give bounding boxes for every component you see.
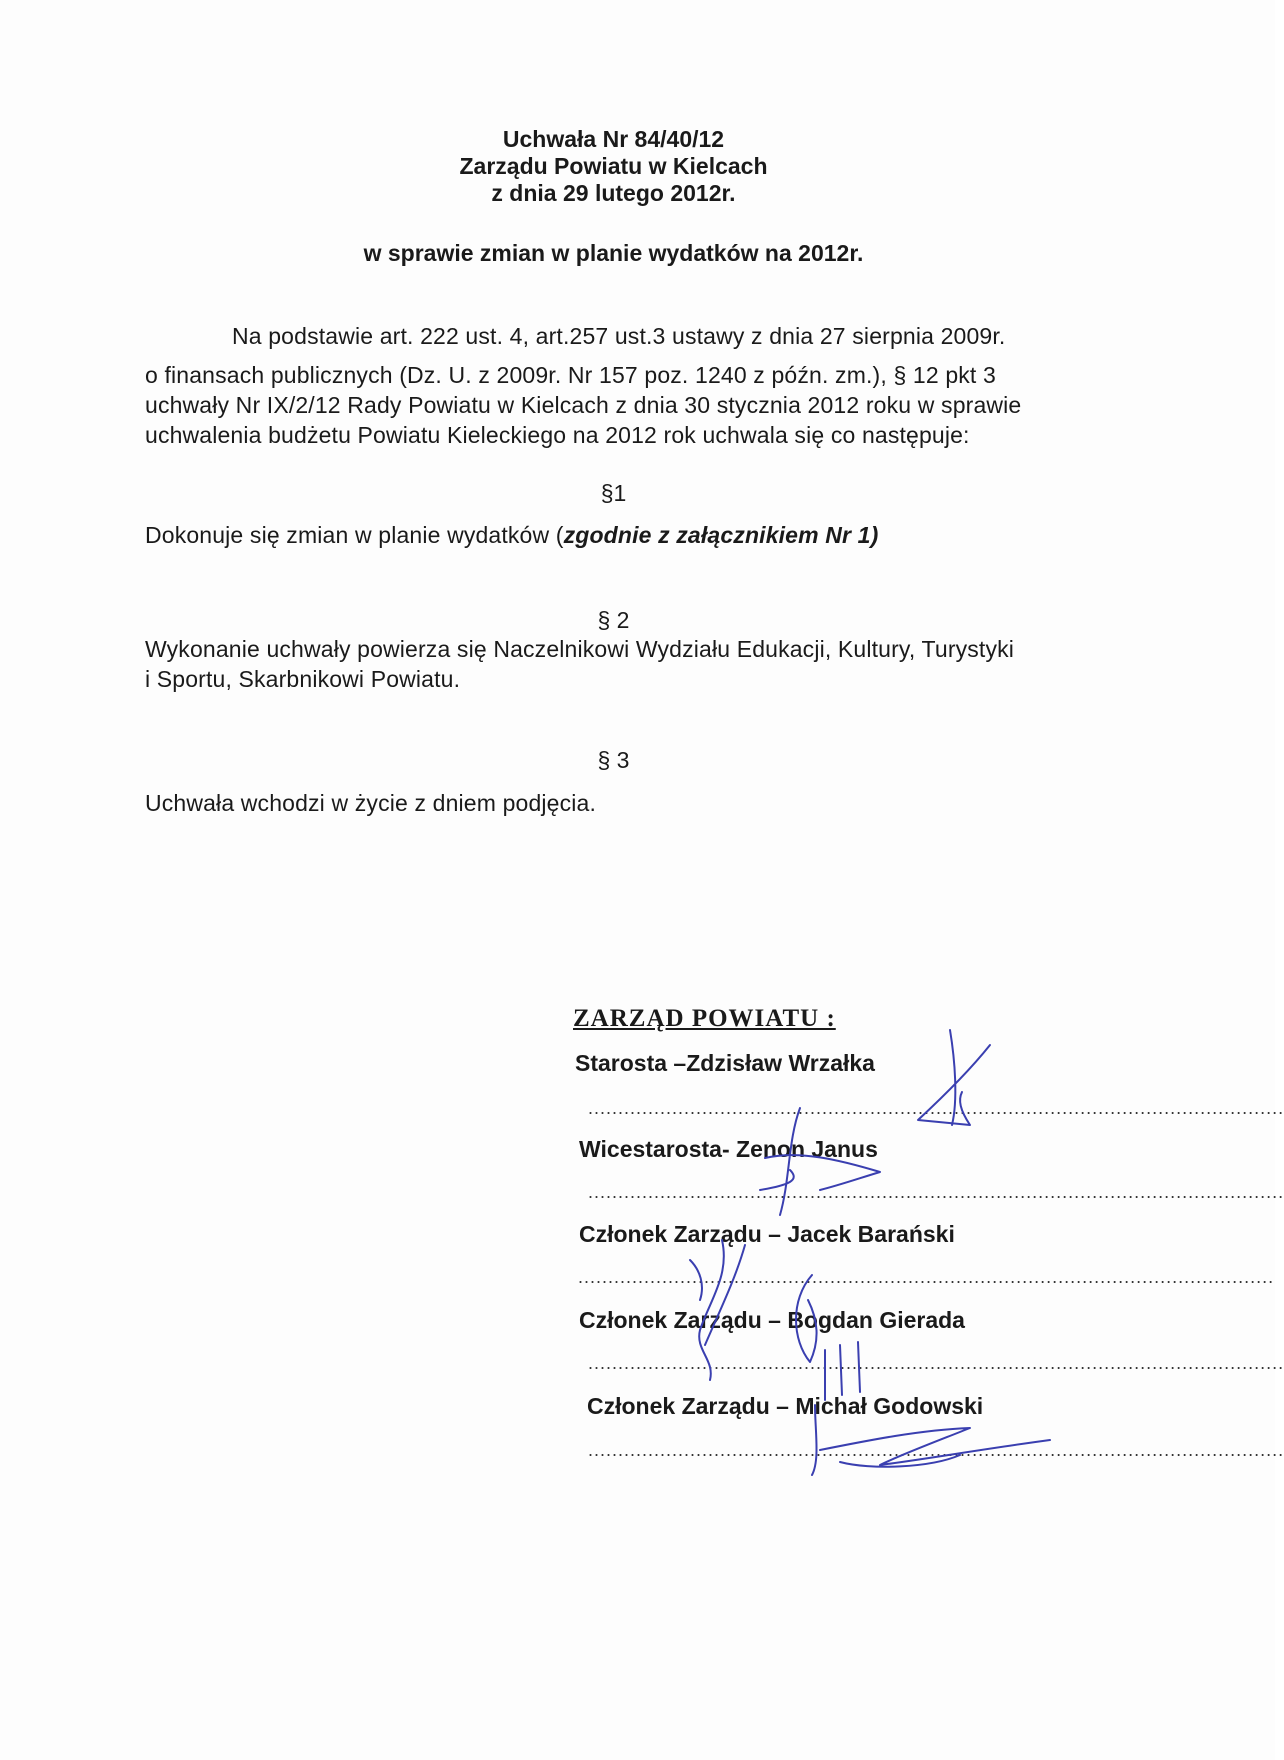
resolution-number: Uchwała Nr 84/40/12 [502,126,725,152]
signature-line-3: .................................................................................................................... [578,1267,1275,1287]
signature-line-1: .................................................................................................................... [588,1098,1284,1118]
section-1-text [145,522,878,549]
section-2-line-1: Wykonanie uchwały powierza się Naczelnikowi Wydziału Edukacji, Kultury, Turystyki [145,636,1015,662]
resolution-date: z dnia 29 lutego 2012r. [491,180,736,206]
board-heading: ZARZĄD POWIATU : [573,1005,836,1032]
section-1-text-attachment: zgodnie z załącznikiem Nr 1) [563,522,879,548]
section-2-mark: § 2 [597,607,630,633]
section-1-mark: §1 [600,480,627,506]
member-wicestarosta: Wicestarosta- Zenon Janus [579,1136,878,1162]
member-starosta: Starosta –Zdzisław Wrzałka [575,1050,875,1076]
resolution-subject: w sprawie zmian w planie wydatków na 2012r. [363,240,864,266]
signature-line-4: .................................................................................................................... [588,1353,1284,1373]
preamble-line-2: o finansach publicznych (Dz. U. z 2009r. Nr 157 poz. 1240 z późn. zm.), § 12 pkt 3 [145,362,996,388]
section-3-mark: § 3 [597,747,630,773]
signature-line-5: .................................................................................................................... [588,1440,1284,1460]
member-gierada: Członek Zarządu – Bogdan Gierada [579,1307,965,1333]
issuing-body: Zarządu Powiatu w Kielcach [459,153,768,179]
section-3-line-1: Uchwała wchodzi w życie z dniem podjęcia. [145,790,597,816]
section-1-text-plain: Dokonuje się zmian w planie wydatków ( [145,522,564,548]
member-baranski: Członek Zarządu – Jacek Barański [579,1221,955,1247]
member-godowski: Członek Zarządu – Michał Godowski [587,1393,984,1419]
section-2-line-2: i Sportu, Skarbnikowi Powiatu. [145,666,461,692]
preamble-line-3: uchwały Nr IX/2/12 Rady Powiatu w Kielcach z dnia 30 stycznia 2012 roku w sprawie [145,392,1022,418]
preamble-line-1: Na podstawie art. 222 ust. 4, art.257 ust.3 ustawy z dnia 27 sierpnia 2009r. [232,323,1006,349]
signature-gierada [796,1275,860,1400]
preamble-line-4: uchwalenia budżetu Powiatu Kieleckiego na 2012 rok uchwala się co następuje: [145,422,970,448]
signature-line-2: .................................................................................................................... [588,1182,1284,1202]
